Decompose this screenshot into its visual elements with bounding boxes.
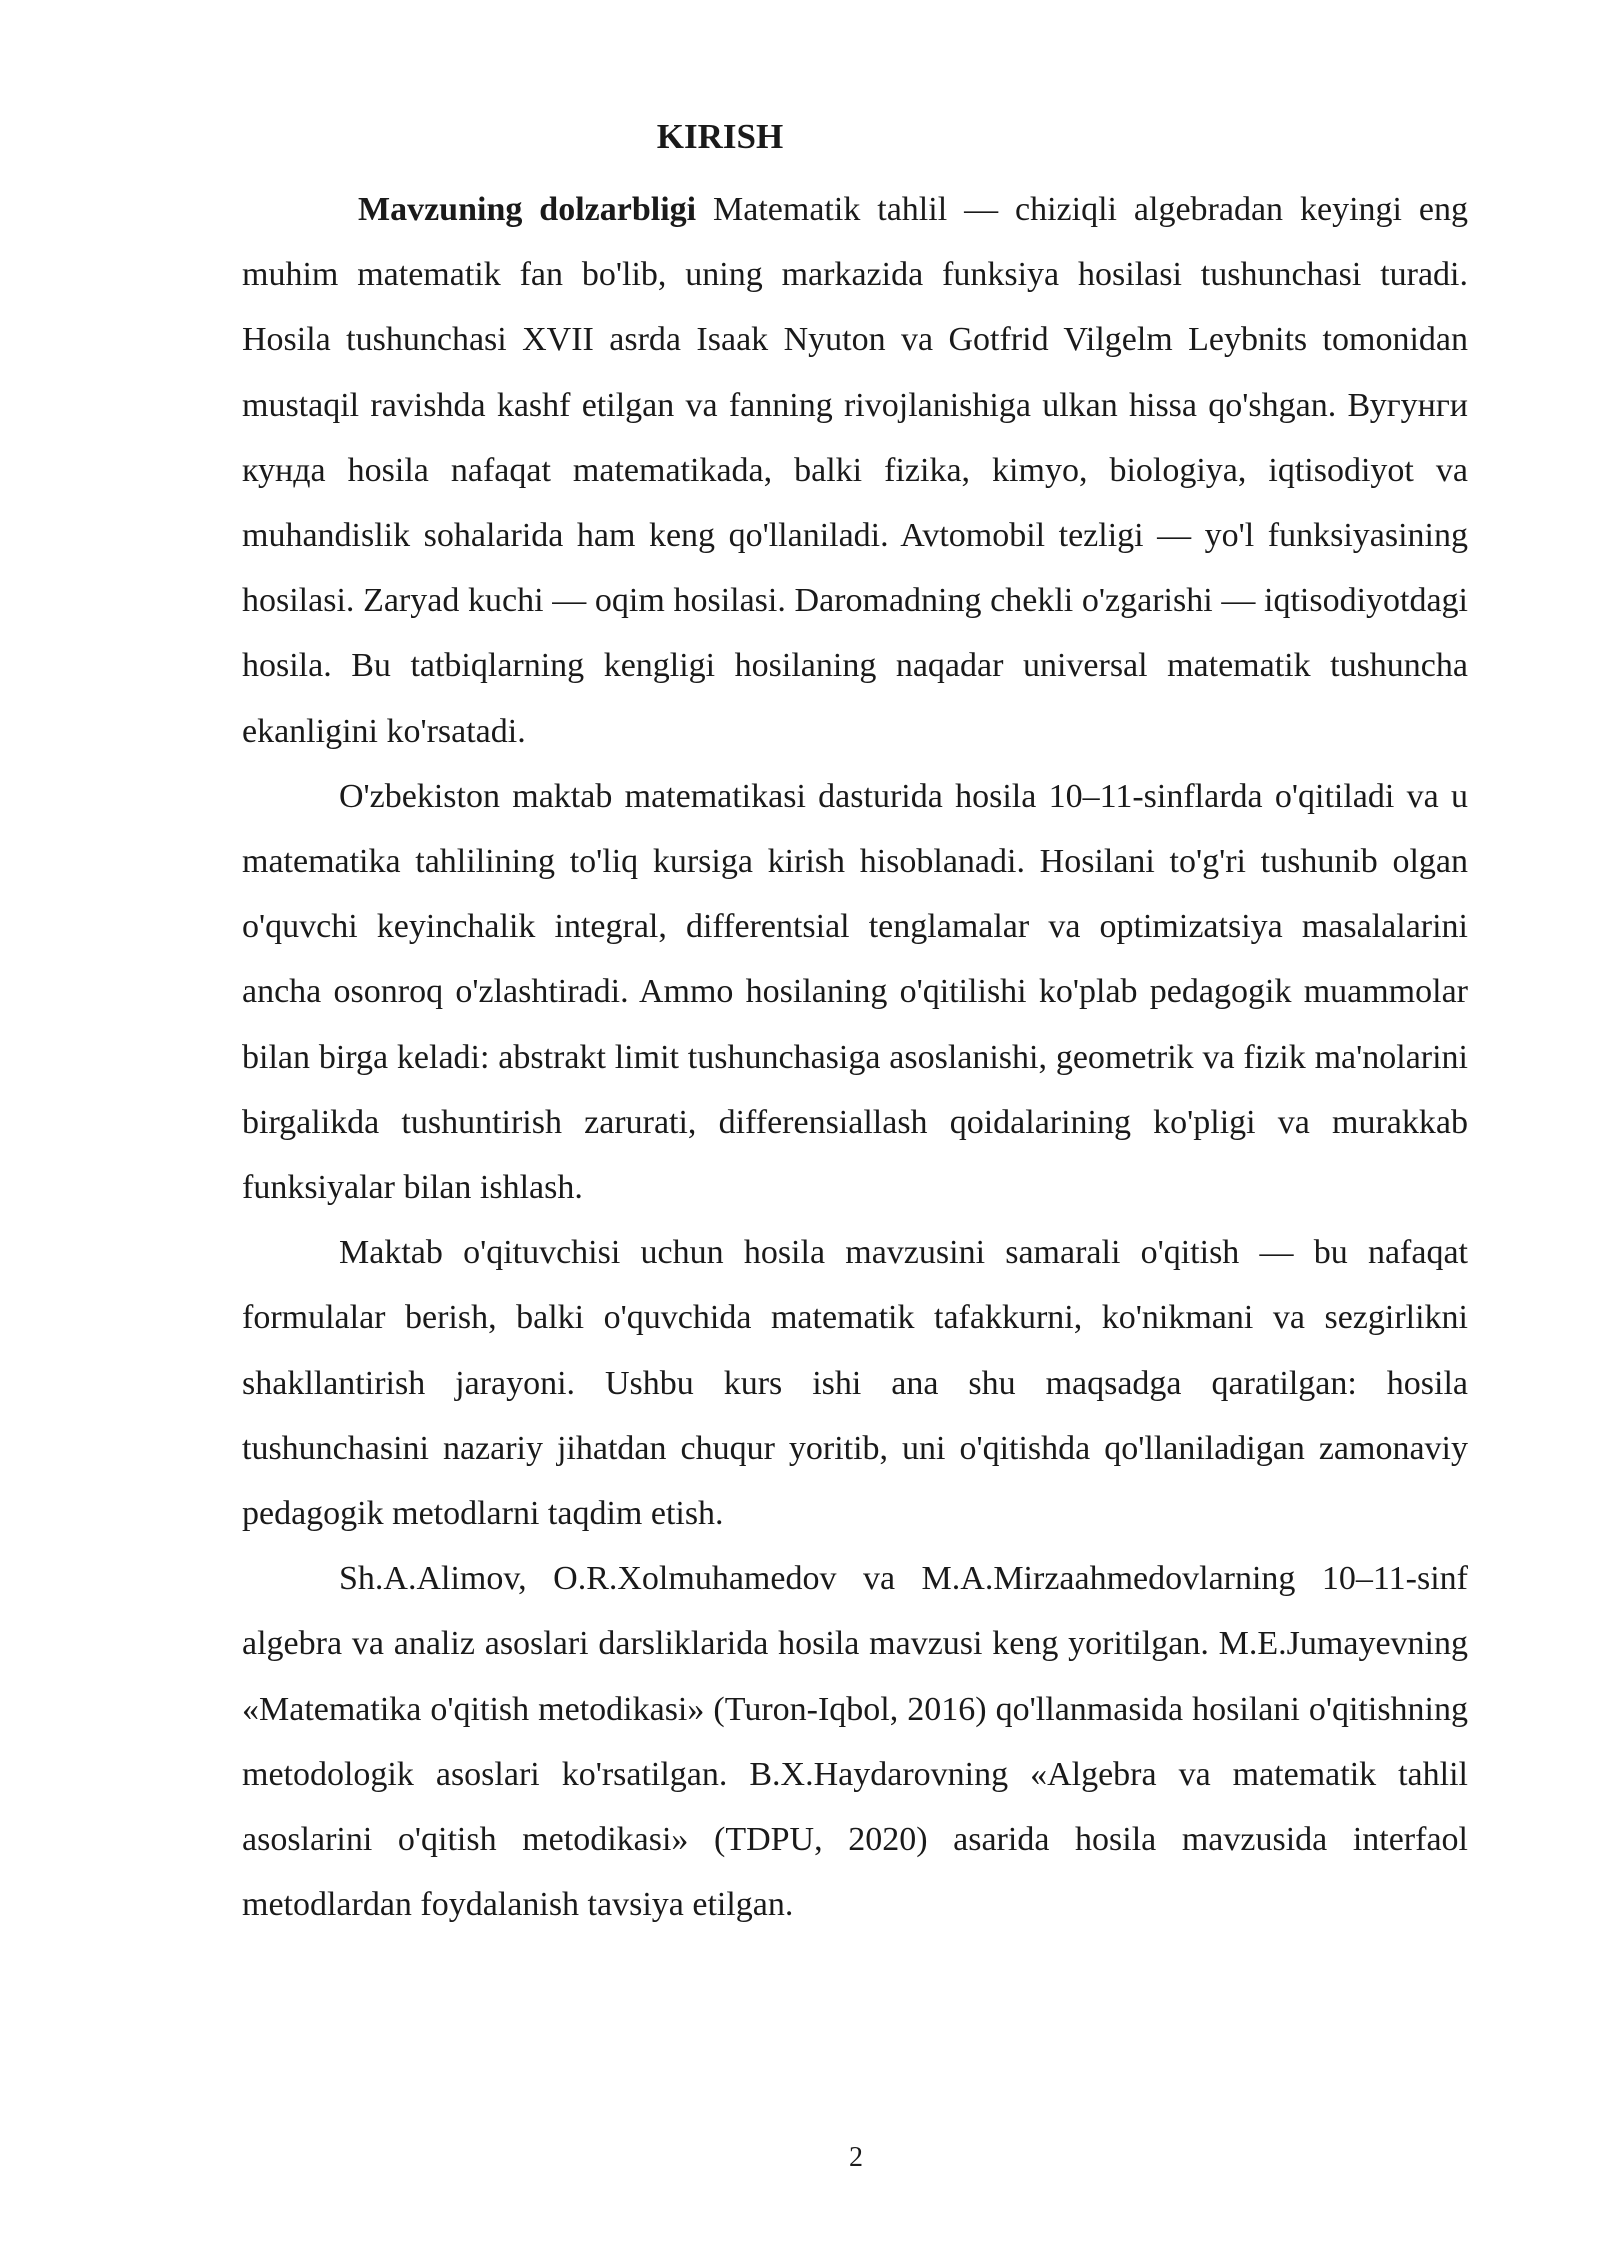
section-heading: KIRISH xyxy=(656,117,784,156)
paragraph-school-curriculum: O'zbekiston maktab matematikasi dasturida hosila 10–11-sinflarda o'qitiladi va u matematika tahlilining to'liq kursiga kirish hisoblanadi. Hosilani to'g'ri tushunib olgan o'quvchi keyinchalik integral, differentsial tenglamalar va optimizatsiya masalalarini ancha osonroq o'zlashtiradi. Ammo hosilaning o'qitilishi ko'plab pedagogik muammolar bilan birga keladi: abstrakt limit tushunchasiga asoslanishi, geometrik va fizik ma'nolarini birgalikda tushuntirish zarurati, differensiallash qoidalarining ko'pligi va murakkab funksiyalar bilan ishlash. xyxy=(242,777,1468,1207)
document-body xyxy=(242,177,1468,1937)
paragraph-literature: Sh.A.Alimov, O.R.Xolmuhamedov va M.A.Mirzaahmedovlarning 10–11-sinf algebra va analiz asoslari darsliklarida hosila mavzusi keng yoritilgan. M.E.Jumayevning «Matematika o'qitish metodikasi» (Turon-Iqbol, 2016) qo'llanmasida hosilani o'qitishning metodologik asoslari ko'rsatilgan. B.X.Haydarovning «Algebra va matematik tahlil asoslarini o'qitish metodikasi» (TDPU, 2020) asarida hosila mavzusida interfaol metodlardan foydalanish tavsiya etilgan. xyxy=(242,1560,1468,1924)
paragraph-teacher-goal: Maktab o'qituvchisi uchun hosila mavzusini samarali o'qitish — bu nafaqat formulalar berish, balki o'quvchida matematik tafakkurni, ko'nikmani va sezgirlikni shakllantirish jarayoni. Ushbu kurs ishi ana shu maqsadga qaratilgan: hosila tushunchasini nazariy jihatdan chuqur yoritib, uni o'qitishda qo'llaniladigan zamonaviy pedagogik metodlarni taqdim etish. xyxy=(242,1234,1468,1533)
page-number: 2 xyxy=(849,2142,863,2173)
paragraph-relevance xyxy=(242,177,1468,764)
paragraph-lead: Mavzuning dolzarbligi xyxy=(358,191,697,228)
paragraph-text: Matematik tahlil — chiziqli algebradan keyingi eng muhim matematik fan bo'lib, uning markazida funksiya hosilasi tushunchasi turadi. Hosila tushunchasi XVII asrda Isaak Nyuton va Gotfrid Vilgelm Leybnits tomonidan mustaqil ravishda kashf etilgan va fanning rivojlanishiga ulkan hissa qo'shgan. Вугунги кунда hosila nafaqat matematikada, balki fizika, kimyo, biologiya, iqtisodiyot va muhandislik sohalarida ham keng qo'llaniladi. Avtomobil tezligi — yo'l funksiyasining hosilasi. Zaryad kuchi — oqim hosilasi. Daromadning chekli o'zgarishi — iqtisodiyotdagi hosila. Bu tatbiqlarning kengligi hosilaning naqadar universal matematik tushuncha ekanligini ko'rsatadi. xyxy=(242,191,1469,750)
